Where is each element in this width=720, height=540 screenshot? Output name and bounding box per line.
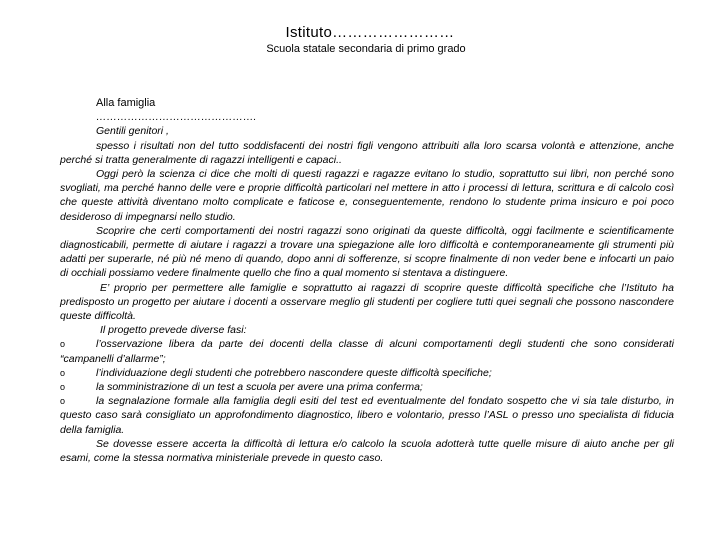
list-item-text: la somministrazione di un test a scuola per avere una prima conferma; <box>96 381 423 394</box>
list-item <box>60 366 674 380</box>
bullet-mark: o <box>60 339 66 350</box>
bullet-mark: o <box>60 382 66 393</box>
paragraph-discovery: Scoprire che certi comportamenti dei nostri ragazzi sono originati da queste difficoltà, oggi facilmente e scientificamente diagnosticabili, permette di aiutare i ragazzi a trovare una spiegazione alle loro difficoltà e contemporaneamente gli strumenti più adatti per superarle, né più né meno di quando, dopo anni di sofferenze, si scopre finalmente di non veder bene e infocarti un paio di occhiali possiamo vedere finalmente quello che fino a qual momento si stentava a distinguere. <box>60 224 674 280</box>
paragraph-science: Oggi però la scienza ci dice che molti di questi ragazzi e ragazze evitano lo studio, soprattutto sui libri, non perché sono svogliati, ma perché hanno delle vere e proprie difficoltà particolari nel mettere in atto i processi di lettura, scrittura e di calcolo così che queste attività diventano molto complicate e faticose e, conseguentemente, rendono lo studente prima insicuro e poi poco desideroso di impegnarsi nello studio. <box>60 168 674 223</box>
paragraph-results: spesso i risultati non del tutto soddisfacenti dei nostri figli vengono attribuiti alla loro scarsa volontà e attenzione, anche perché si tratta generalmente di ragazzi intelligenti e capaci.. <box>60 139 674 166</box>
paragraph-project: E’ proprio per permettere alle famiglie e soprattutto ai ragazzi di scoprire queste difficoltà specifiche che l’Istituto ha predisposto un progetto per aiutare i docenti a osservare meglio gli studenti per cogliere tutti quei segnali che possono nascondere queste difficoltà. <box>60 281 674 323</box>
bullet-mark: o <box>60 396 66 407</box>
salutation: Alla famiglia <box>96 97 156 109</box>
list-item-text: l’osservazione libera da parte dei docenti della classe di alcuni comportamenti degli studenti che sono considerati “campanelli d’allarme”; <box>60 338 674 365</box>
list-item <box>60 337 674 365</box>
list-item <box>60 380 674 394</box>
bullet-mark: o <box>60 367 66 378</box>
school-subtitle: Scuola statale secondaria di primo grado <box>266 43 466 55</box>
recipient-dotted-line: ………………………………………. <box>96 111 257 124</box>
letter-body <box>60 96 674 465</box>
institute-title: Istituto…………………… <box>285 24 455 41</box>
paragraph-phases: Il progetto prevede diverse fasi: <box>100 324 247 337</box>
list-item-text: la segnalazione formale alla famiglia degli esiti del test ed eventualmente del fondato sospetto che vi sia tale disturbo, in questo caso sarà consigliato un approfondimento diagnostico, libero e volontario, presso l’ASL o presso uno specialista di fiducia della famiglia. <box>60 395 674 436</box>
list-item <box>60 394 674 437</box>
greeting: Gentili genitori , <box>96 125 169 138</box>
paragraph-closing: Se dovesse essere accerta la difficoltà di lettura e/o calcolo la scuola adotterà tutte quelle misure di aiuto anche per gli esami, come la stessa normativa ministeriale prevede in questo caso. <box>60 437 674 465</box>
list-item-text: l’individuazione degli studenti che potrebbero nascondere queste difficoltà specifiche; <box>96 366 492 379</box>
